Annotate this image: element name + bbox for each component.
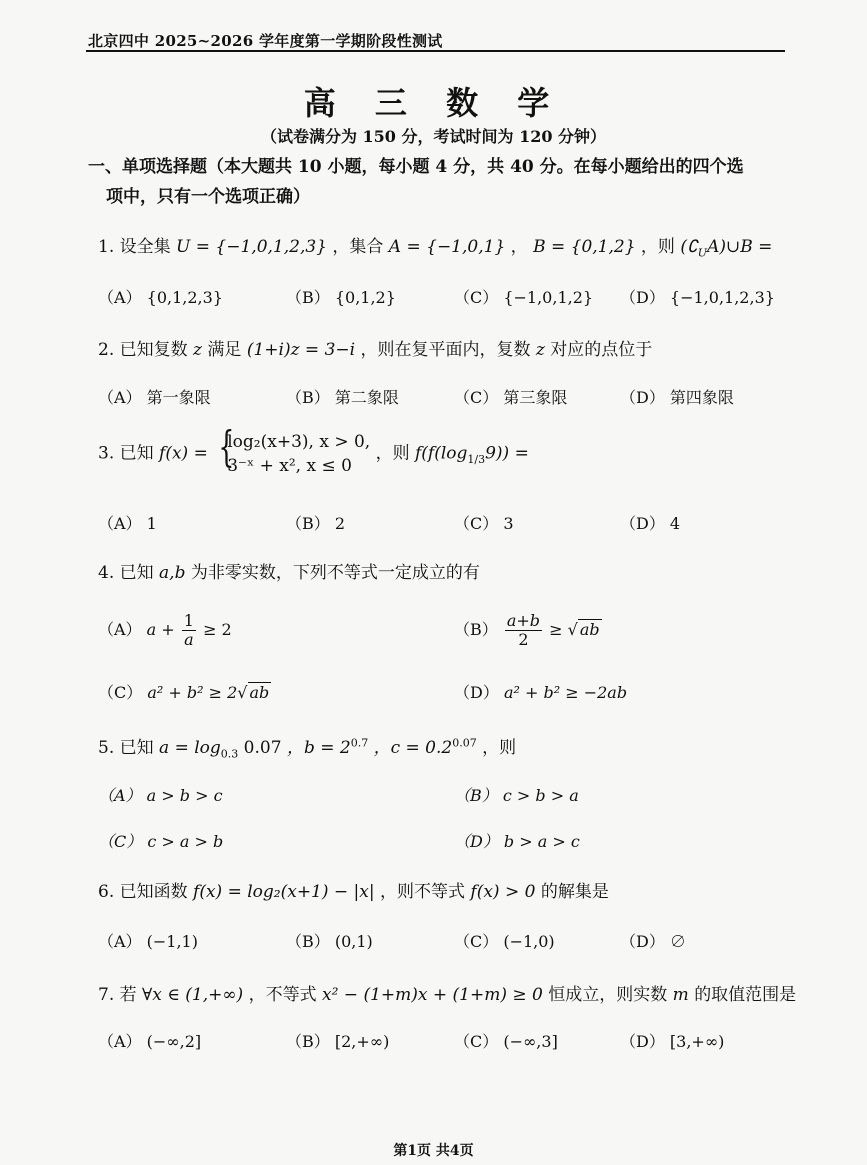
q2-text-a: 2. 已知复数 xyxy=(98,340,188,360)
header-rule xyxy=(86,50,785,52)
q1-set-u: U = {−1,0,1,2,3} xyxy=(176,237,327,257)
q2-option-b[interactable]: （B） 第二象限 xyxy=(286,388,399,407)
q5-option-c[interactable]: （C） c > a > b xyxy=(98,832,224,851)
q6-inequality: f(x) > 0 xyxy=(470,882,536,902)
q1-option-c[interactable]: （C） {−1,0,1,2} xyxy=(454,288,594,307)
q4-prefix: 4. 已知 xyxy=(98,563,154,583)
q6-mid: ，则不等式 xyxy=(380,882,466,902)
q4-option-a[interactable] xyxy=(98,612,232,649)
q7-mid: ，不等式 xyxy=(248,985,317,1005)
q3-log-base: 1/3 xyxy=(467,452,486,466)
page-footer: 第1页 共4页 xyxy=(393,1143,474,1159)
q2-text-b: 满足 xyxy=(207,340,242,360)
q5-tail: ，则 xyxy=(482,738,517,758)
q5-c: ，c = 0.2 xyxy=(373,738,453,758)
q5-a-base: 0.3 xyxy=(220,747,239,761)
q4-option-d[interactable] xyxy=(454,680,627,703)
q6-option-d[interactable]: （D） ∅ xyxy=(620,932,686,951)
question-4 xyxy=(98,558,480,583)
q5-b-exp: 0.7 xyxy=(350,736,369,750)
q7-option-c[interactable]: （C） (−∞,3] xyxy=(454,1032,558,1051)
q7-prefix: 7. 若 xyxy=(98,985,137,1005)
q1-tail: ，则 xyxy=(640,237,675,257)
sqrt-symbol: √ xyxy=(237,683,248,702)
q3-fx: f(x) = xyxy=(159,443,208,464)
q4-c-label: （C） xyxy=(98,683,143,702)
q5-b: ，b = 2 xyxy=(286,738,351,758)
question-7 xyxy=(98,980,796,1005)
q3-option-d[interactable]: （D） 4 xyxy=(620,514,681,533)
q4-b-post: ≥ xyxy=(549,620,563,639)
q1-expr2: A)∪B = xyxy=(707,237,773,257)
q4-b-label: （B） xyxy=(454,620,498,639)
q3-expr: f(f(log xyxy=(415,443,468,464)
q3-case-1: log₂(x+3), x > 0, xyxy=(227,432,371,452)
q1-option-d[interactable]: （D） {−1,0,1,2,3} xyxy=(620,288,775,307)
q4-a-num: 1 xyxy=(183,611,194,630)
q3-prefix: 3. 已知 xyxy=(98,443,154,464)
q7-option-b[interactable]: （B） [2,+∞) xyxy=(286,1032,390,1051)
q4-tail: 为非零实数，下列不等式一定成立的有 xyxy=(190,563,480,583)
question-1 xyxy=(98,232,772,259)
question-2 xyxy=(98,335,652,360)
q2-text-c: ，则在复平面内，复数 xyxy=(360,340,531,360)
q2-z: z xyxy=(193,340,202,360)
q1-prefix: 1. 设全集 xyxy=(98,237,171,257)
q4-options-row1 xyxy=(98,606,778,656)
q1-option-b[interactable]: （B） {0,1,2} xyxy=(286,288,396,307)
q7-tail: 恒成立，则实数 xyxy=(548,985,668,1005)
q1-set-a: A = {−1,0,1} xyxy=(388,237,506,257)
q7-option-a[interactable]: （A） (−∞,2] xyxy=(98,1032,202,1051)
q3-option-b[interactable]: （B） 2 xyxy=(286,514,346,533)
q4-b-den: 2 xyxy=(518,630,529,649)
q6-prefix: 6. 已知函数 xyxy=(98,882,188,902)
q7-forall: ∀x ∈ (1,+∞) xyxy=(142,985,244,1005)
q4-b-fraction xyxy=(505,612,542,649)
q4-d-expr: a² + b² ≥ −2ab xyxy=(503,683,628,702)
q6-fx: f(x) = log₂(x+1) − |x| xyxy=(193,882,375,902)
q2-z2: z xyxy=(535,340,545,360)
q6-option-a[interactable]: （A） (−1,1) xyxy=(98,932,198,951)
q2-option-d[interactable]: （D） 第四象限 xyxy=(620,388,734,407)
q1-option-a[interactable]: （A） {0,1,2,3} xyxy=(98,288,223,307)
q3-option-c[interactable]: （C） 3 xyxy=(454,514,514,533)
q2-option-a[interactable]: （A） 第一象限 xyxy=(98,388,211,407)
q5-option-d[interactable]: （D） b > a > c xyxy=(454,832,580,851)
q1-mid: ，集合 xyxy=(332,237,384,257)
q6-option-b[interactable]: （B） (0,1) xyxy=(286,932,373,951)
q3-brace: { xyxy=(218,422,235,471)
q4-a-fraction xyxy=(182,612,196,649)
q4-b-root: ab xyxy=(579,620,600,639)
q2-option-c[interactable]: （C） 第三象限 xyxy=(454,388,568,407)
q2-equation: (1+i)z = 3−i xyxy=(246,340,356,360)
q4-c-root: ab xyxy=(249,683,270,702)
q3-piecewise xyxy=(213,422,371,478)
q2-text-d: 对应的点位于 xyxy=(550,340,653,360)
q5-option-a[interactable]: （A） a > b > c xyxy=(98,786,223,805)
exam-subtitle: （试卷满分为 150 分，考试时间为 120 分钟） xyxy=(260,127,607,146)
q4-a-label: （A） xyxy=(98,620,142,639)
section-heading-line2: 项中，只有一个选项正确） xyxy=(106,187,310,207)
q4-d-label: （D） xyxy=(454,683,499,702)
exam-header: 北京四中 2025~2026 学年度第一学期阶段性测试 xyxy=(88,32,443,50)
q6-option-c[interactable]: （C） (−1,0) xyxy=(454,932,555,951)
q5-c-exp: 0.07 xyxy=(452,736,477,750)
q1-set-b: B = {0,1,2} xyxy=(533,237,636,257)
q3-mid: ，则 xyxy=(375,443,410,464)
q5-option-b[interactable]: （B） c > b > a xyxy=(454,786,579,805)
q7-m: m xyxy=(672,985,689,1005)
question-6 xyxy=(98,877,609,902)
q5-a-val: 0.07 xyxy=(238,738,282,758)
q7-tail2: 的取值范围是 xyxy=(694,985,797,1005)
q4-c-expr: a² + b² ≥ 2 xyxy=(147,683,238,702)
section-heading-line1: 一、单项选择题（本大题共 10 小题，每小题 4 分，共 40 分。在每小题给出的四个选 xyxy=(88,157,744,177)
q3-expr2: 9)) = xyxy=(485,443,529,464)
q4-a-post: ≥ 2 xyxy=(203,620,232,639)
q7-option-d[interactable]: （D） [3,+∞) xyxy=(620,1032,725,1051)
q4-a-pre: a + xyxy=(146,620,175,639)
q5-prefix: 5. 已知 xyxy=(98,738,154,758)
q4-option-c[interactable] xyxy=(98,680,271,703)
sqrt-symbol: √ xyxy=(567,620,578,639)
q4-b-num: a+b xyxy=(506,611,541,630)
q1-expr-sub: U xyxy=(697,246,708,260)
q5-a: a = log xyxy=(159,738,221,758)
q7-inequality: x² − (1+m)x + (1+m) ≥ 0 xyxy=(321,985,543,1005)
q3-case-2: 3⁻ˣ + x², x ≤ 0 xyxy=(227,456,352,476)
section-heading xyxy=(88,152,778,212)
question-5 xyxy=(98,733,516,760)
q4-option-b[interactable] xyxy=(454,612,602,649)
q1-sep: ， xyxy=(510,237,528,257)
page-title: 高 三 数 学 xyxy=(303,84,564,122)
q1-expr: (∁ xyxy=(680,237,698,257)
q4-a-den: a xyxy=(184,630,194,649)
q6-tail: 的解集是 xyxy=(540,882,609,902)
question-3 xyxy=(98,422,529,478)
q4-ab: a,b xyxy=(159,563,186,583)
q3-option-a[interactable]: （A） 1 xyxy=(98,514,157,533)
